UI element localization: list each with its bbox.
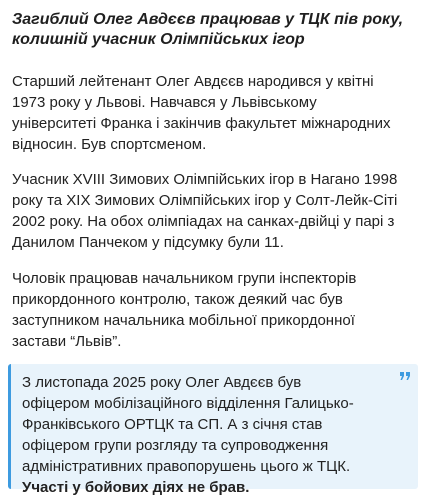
text-line: університеті Франка і закінчив факультет міжнародних <box>12 115 391 132</box>
post-title <box>12 10 412 50</box>
blockquote <box>8 364 418 496</box>
paragraph-olympics <box>12 169 418 253</box>
text-line: відносин. Був спортсменом. <box>12 136 207 153</box>
text-line: заступником начальника мобільної прикордонної <box>12 312 355 329</box>
post-title-line: колишній учасник Олімпійських ігор <box>12 31 305 48</box>
text-line: прикордонного контролю, також деякий час був <box>12 291 343 308</box>
text-line: офіцером групи розгляду та супроводження <box>22 437 329 454</box>
text-line: року та XIX Зимових Олімпійських ігор у Солт-Лейк-Сіті <box>12 192 398 209</box>
post-title-line: Загиблий Олег Авдєєв працював у ТЦК пів року, <box>12 11 404 28</box>
text-line: адміністративних правопорушень цього ж ТЦК. <box>22 458 351 475</box>
text-line: Франківського ОРТЦК та СП. А з січня став <box>22 416 323 433</box>
text-line: З листопада 2025 року Олег Авдєєв був <box>22 374 302 391</box>
text-line: 2002 року. На обох олімпіадах на санках-двійці у парі з <box>12 213 395 230</box>
text-line: офіцером мобілізаційного відділення Галицько- <box>22 395 354 412</box>
text-line: Данилом Панчеком у підсумку були 11. <box>12 234 284 251</box>
paragraph-career <box>12 268 418 352</box>
quote-text <box>22 372 394 498</box>
text-line: Учасник XVIII Зимових Олімпійських ігор в Нагано 1998 <box>12 171 398 188</box>
text-line: застави “Львів”. <box>12 333 122 350</box>
quote-bold-line: Участі у бойових діях не брав. <box>22 479 250 496</box>
text-line: Чоловік працював начальником групи інспекторів <box>12 270 357 287</box>
quote-icon <box>399 370 411 382</box>
text-line: 1973 року у Львові. Навчався у Львівському <box>12 94 317 111</box>
text-line: Старший лейтенант Олег Авдєєв народився у квітні <box>12 73 374 90</box>
paragraph-biography <box>12 71 418 155</box>
